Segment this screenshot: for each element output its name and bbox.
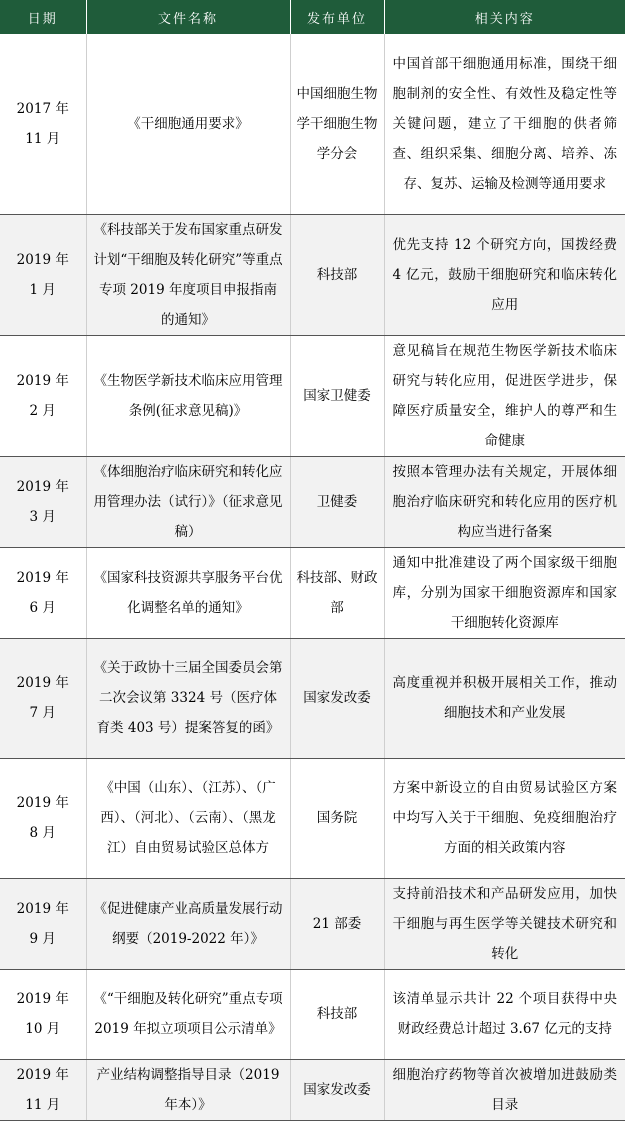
row-content: 中国首部干细胞通用标准，围绕干细胞制剂的安全性、有效性及稳定性等关键问题，建立了干细胞的供者筛查、组织采集、细胞分离、培养、冻存、复苏、运输及检测等通用要求	[384, 34, 625, 214]
row-date: 2019 年 9 月	[0, 878, 86, 969]
row-date: 2019 年 8 月	[0, 758, 86, 878]
row-document: 《促进健康产业高质量发展行动纲要（2019-2022 年）》	[86, 878, 290, 969]
table-header-row	[0, 0, 625, 34]
row-content: 方案中新设立的自由贸易试验区方案中均写入关于干细胞、免疫细胞治疗方面的相关政策内容	[384, 758, 625, 878]
row-date: 2019 年 1 月	[0, 214, 86, 335]
row-document: 产业结构调整指导目录（2019 年本）》	[86, 1059, 290, 1120]
row-issuer: 国家发改委	[290, 638, 384, 758]
row-date: 2019 年 11 月	[0, 1059, 86, 1120]
table-row	[0, 638, 625, 758]
row-document: 《中国（山东）、（江苏）、（广西）、（河北）、（云南）、（黑龙江）自由贸易试验区总体方	[86, 758, 290, 878]
row-date: 2019 年 10 月	[0, 969, 86, 1059]
row-issuer: 国家发改委	[290, 1059, 384, 1120]
row-issuer: 国家卫健委	[290, 335, 384, 456]
row-issuer: 科技部	[290, 969, 384, 1059]
row-issuer: 科技部	[290, 214, 384, 335]
row-content: 该清单显示共计 22 个项目获得中央财政经费总计超过 3.67 亿元的支持	[384, 969, 625, 1059]
row-document: 《国家科技资源共享服务平台优化调整名单的通知》	[86, 547, 290, 638]
table-row	[0, 969, 625, 1059]
table-row	[0, 1059, 625, 1120]
table-row	[0, 214, 625, 335]
row-document: 《“干细胞及转化研究”重点专项 2019 年拟立项项目公示清单》	[86, 969, 290, 1059]
row-date: 2019 年 6 月	[0, 547, 86, 638]
row-document: 《干细胞通用要求》	[86, 34, 290, 214]
table-row	[0, 34, 625, 214]
row-content: 按照本管理办法有关规定，开展体细胞治疗临床研究和转化应用的医疗机构应当进行备案	[384, 456, 625, 547]
table-row	[0, 335, 625, 456]
row-issuer: 科技部、财政部	[290, 547, 384, 638]
header-issuer: 发布单位	[290, 0, 384, 34]
row-issuer: 21 部委	[290, 878, 384, 969]
row-issuer: 中国细胞生物学干细胞生物学分会	[290, 34, 384, 214]
row-content: 优先支持 12 个研究方向，国拨经费 4 亿元，鼓励干细胞研究和临床转化应用	[384, 214, 625, 335]
row-content: 通知中批准建设了两个国家级干细胞库，分别为国家干细胞资源库和国家干细胞转化资源库	[384, 547, 625, 638]
row-content: 意见稿旨在规范生物医学新技术临床研究与转化应用，促进医学进步，保障医疗质量安全，维护人的尊严和生命健康	[384, 335, 625, 456]
row-issuer: 国务院	[290, 758, 384, 878]
row-date: 2019 年 2 月	[0, 335, 86, 456]
table-row	[0, 547, 625, 638]
row-document: 《科技部关于发布国家重点研发计划“干细胞及转化研究”等重点专项 2019 年度项目申报指南的通知》	[86, 214, 290, 335]
row-date: 2019 年 3 月	[0, 456, 86, 547]
row-document: 《关于政协十三届全国委员会第二次会议第 3324 号（医疗体育类 403 号）提案答复的函》	[86, 638, 290, 758]
row-document: 《体细胞治疗临床研究和转化应用管理办法（试行）》（征求意见稿）	[86, 456, 290, 547]
row-content: 支持前沿技术和产品研发应用，加快干细胞与再生医学等关键技术研究和转化	[384, 878, 625, 969]
row-date: 2019 年 7 月	[0, 638, 86, 758]
row-date: 2017 年 11 月	[0, 34, 86, 214]
table-row	[0, 456, 625, 547]
header-document: 文件名称	[86, 0, 290, 34]
row-issuer: 卫健委	[290, 456, 384, 547]
row-content: 细胞治疗药物等首次被增加进鼓励类目录	[384, 1059, 625, 1120]
row-document: 《生物医学新技术临床应用管理条例(征求意见稿)》	[86, 335, 290, 456]
table-row	[0, 758, 625, 878]
table-row	[0, 878, 625, 969]
row-content: 高度重视并积极开展相关工作，推动细胞技术和产业发展	[384, 638, 625, 758]
header-date: 日期	[0, 0, 86, 34]
header-content: 相关内容	[384, 0, 625, 34]
